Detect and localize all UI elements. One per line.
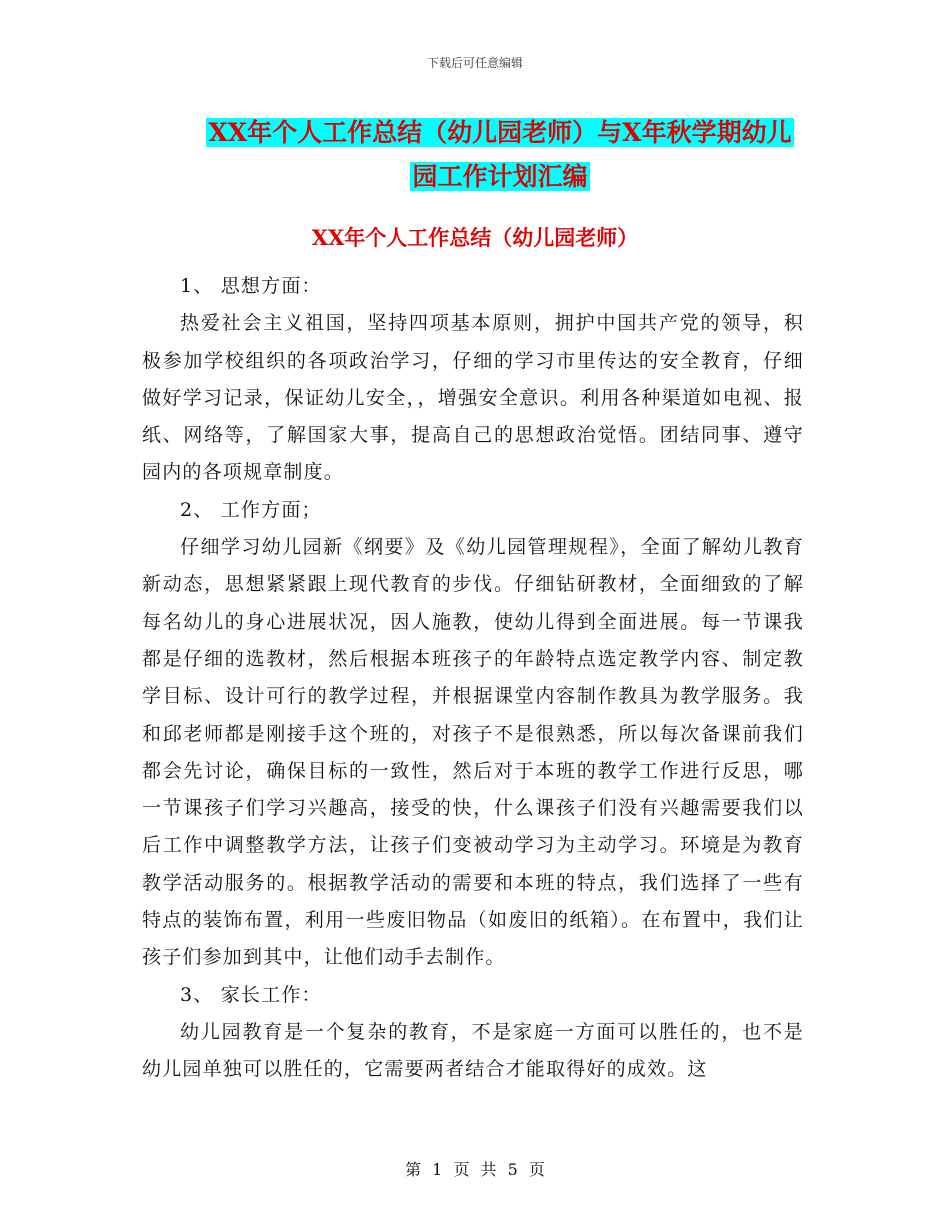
- document-title-line-1: XX年个人工作总结（幼儿园老师）与X年秋学期幼儿: [208, 118, 792, 147]
- page-number: 第 1 页 共 5 页: [405, 1160, 545, 1179]
- document-body: [142, 268, 804, 1089]
- document-title: [140, 111, 860, 199]
- section-title: XX年个人工作总结（幼儿园老师）: [311, 225, 639, 250]
- paragraph-work: 仔细学习幼儿园新《纲要》及《幼儿园管理规程》，全面了解幼儿教育新动态，思想紧紧跟上现代教育的步伐。仔细钻研教材，全面细致的了解每名幼儿的身心进展状况，因人施教，使幼儿得到全面进展。每一节课我都是仔细的选教材，然后根据本班孩子的年龄特点选定教学内容、制定教学目标、设计可行的教学过程，并根据课堂内容制作教具为教学服务。我和邱老师都是刚接手这个班的，对孩子不是很熟悉，所以每次备课前我们都会先讨论，确保目标的一致性，然后对于本班的教学工作进行反思，哪一节课孩子们学习兴趣高，接受的快，什么课孩子们没有兴趣需要我们以后工作中调整教学方法，让孩子们变被动学习为主动学习。环境是为教育教学活动服务的。根据教学活动的需要和本班的特点，我们选择了一些有特点的装饰布置，利用一些废旧物品（如废旧的纸箱）。在布置中，我们让孩子们参加到其中，让他们动手去制作。: [142, 536, 804, 969]
- paragraph-parents: 幼儿园教育是一个复杂的教育，不是家庭一方面可以胜任的，也不是幼儿园单独可以胜任的，它需要两者结合才能取得好的成效。这: [142, 1020, 804, 1081]
- heading-parents: 3、 家长工作：: [180, 983, 322, 1006]
- paragraph-ideology: 热爱社会主义祖国，坚持四项基本原则，拥护中国共产党的领导，积极参加学校组织的各项政治学习，仔细的学习市里传达的安全教育，仔细做好学习记录，保证幼儿安全，，增强安全意识。利用各种渠道如电视、报纸、网络等，了解国家大事，提高自己的思想政治觉悟。团结同事、遵守园内的各项规章制度。: [142, 312, 804, 484]
- heading-ideology: 1、 思想方面：: [180, 275, 322, 297]
- header-note: 下载后可任意编辑: [426, 56, 523, 70]
- heading-work: 2、 工作方面；: [180, 498, 322, 521]
- document-title-line-2: 园工作计划汇编: [412, 162, 588, 191]
